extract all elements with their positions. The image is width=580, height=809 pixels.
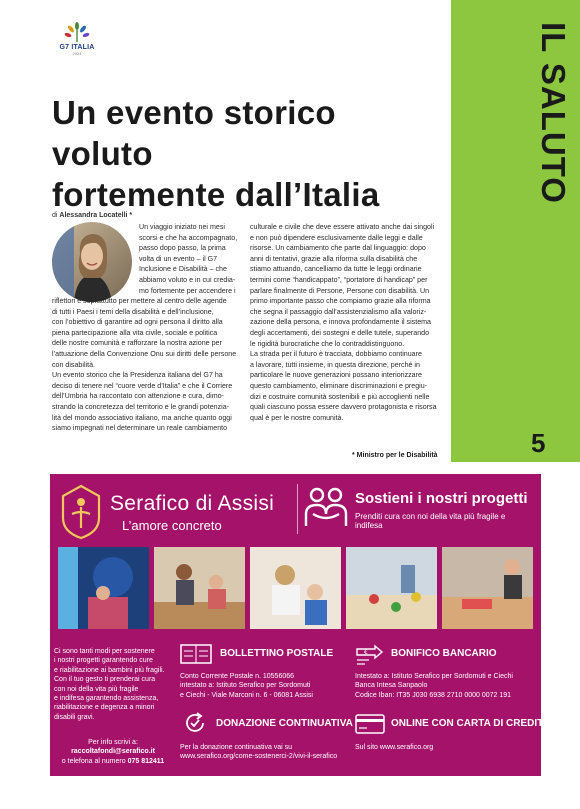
postal-line: Conto Corrente Postale n. 10556066: [180, 673, 295, 680]
contact-intro: Per info scrivi a:: [88, 739, 138, 746]
support-block: [303, 484, 533, 534]
contact-phone-prefix: o telefona al numero: [61, 757, 126, 765]
g7-logo-icon: [64, 22, 90, 44]
byline-prefix: di: [52, 212, 58, 219]
postal-line: intestato a: Istituto Serafico per Sordomuti: [180, 682, 311, 690]
headline-line-2: fortemente dall’Italia: [52, 176, 380, 213]
info-line: riabilitazione e degenza a minori: [54, 704, 155, 712]
section-sidebar: [451, 0, 580, 462]
section-title: IL SALUTO: [535, 22, 572, 204]
continuous-line: www.serafico.org/come-sostenerci-2/vivi-il-serafico: [180, 753, 338, 761]
info-line: con noi della vita più fragile: [54, 685, 139, 693]
bank-title: BONIFICO BANCARIO: [391, 648, 497, 659]
info-line: e riabilitazione ai bambini più fragili.: [54, 666, 165, 674]
article-line: parlare finalmente di Persone, Persone con disabilità. Un: [250, 286, 430, 295]
article-line: le rigidità burocratiche che lo contraddistinguono.: [250, 339, 405, 348]
article-line: con disabilità.: [52, 360, 95, 369]
article-line: Un evento storico che la Presidenza italiana del G7 ha: [52, 371, 223, 380]
article-line: anni di tentativi, grazie alla riforma sulla disabilità che: [250, 254, 418, 263]
info-line: e indifesa garantendo assistenza,: [54, 695, 159, 703]
ad-photo-4: [346, 547, 437, 629]
article-line: abbiamo voluto e in cui credia-: [139, 275, 236, 284]
article-line: e non può dipendere esclusivamente dalle leggi e dalle: [250, 233, 423, 242]
bank-details: [355, 672, 513, 700]
article-column-1-top: [139, 222, 251, 296]
continuous-details: [180, 743, 337, 762]
info-line: disabili gravi.: [54, 713, 95, 721]
article-line: delle nostre comunità e rafforzare la nostra azione per: [52, 339, 222, 348]
continuous-donation: [180, 712, 355, 767]
bank-line: Intestato a: Istituto Serafico per Sordomuti e Ciechi: [355, 673, 513, 680]
article-line: particolare le nuove generazioni possano interiorizzare: [250, 371, 422, 380]
serafico-brand: [60, 482, 300, 542]
info-line: Con il tuo gesto ti prenderai cura: [54, 676, 156, 684]
continuous-title: DONAZIONE CONTINUATIVA: [216, 718, 353, 729]
people-hug-icon: [303, 486, 349, 528]
byline: [52, 212, 132, 219]
bank-line: Banca Intesa Sanpaolo: [355, 682, 428, 690]
article-line: passo dopo passo, la prima: [139, 244, 226, 253]
contact-email[interactable]: raccoltafondi@serafico.it: [71, 748, 155, 756]
bank-line: Codice Iban: IT35 J030 6938 2710 0000 0072 191: [355, 691, 512, 699]
ad-contact: [54, 738, 172, 766]
author-signature: * Ministro per le Disabilità: [352, 452, 438, 459]
postal-title: BOLLETTINO POSTALE: [220, 648, 334, 659]
article-line: La strada per il futuro è tracciata, dobbiamo continuare: [250, 350, 422, 359]
credit-card-donation: [355, 712, 551, 767]
postal-line: e Ciechi - Viale Marconi n. 6 - 06081 Assisi: [180, 691, 313, 699]
article-line: Un viaggio iniziato nei mesi: [139, 223, 225, 231]
article-line: che segna il passaggio dall’assistenzialismo alla valoriz-: [250, 307, 427, 316]
ad-photo-strip: [58, 547, 533, 629]
article-line: culturale e civile che deve essere attivato anche dai singoli: [250, 223, 435, 231]
page-number: 5: [531, 428, 546, 458]
postal-payment: [180, 644, 350, 704]
article-line: dizi e costruire comunità sostenibili e più accoglienti nelle: [250, 392, 430, 401]
bank-transfer: [355, 644, 540, 704]
article-line: stiamo attuando, cancelliamo da tutte le leggi ordinarie: [250, 265, 422, 274]
article-line: lità del mondo associativo italiano, ma anche quanto oggi: [52, 413, 232, 422]
ad-info-text: [54, 647, 172, 722]
support-subtitle: Prenditi cura con noi della vita più fragile e indifesa: [355, 512, 506, 530]
article-line: con l’obiettivo di garantire ad ogni persona il diritto alla: [52, 318, 223, 327]
info-line: Ci sono tanti modi per sostenere: [54, 648, 155, 655]
ad-photo-2: [154, 547, 245, 629]
article-line: risorse. Un cambiamento che parte dal linguaggio: dopo: [250, 244, 426, 253]
serafico-advertisement[interactable]: [50, 474, 551, 776]
credit-card-icon: [355, 714, 385, 734]
article-line: deciso di tenere nel “cuore verde d’Italia” e che il Corriere: [52, 381, 233, 390]
brand-name: Serafico di Assisi: [110, 491, 275, 515]
ad-photo-3: [250, 547, 341, 629]
article-line: primo importante passo che compiamo grazie alla riforma: [250, 297, 431, 306]
article-line: di tutti i Paesi i temi della disabilità e dell’inclusione,: [52, 307, 214, 316]
article-line: mo fortemente per accendere i: [139, 286, 236, 295]
article-line: questo cambiamento, eliminare discriminazioni e pregiu-: [250, 381, 428, 390]
article-column-2: [250, 222, 440, 423]
brand-tagline: L’amore concreto: [122, 517, 222, 533]
ad-photo-5: [442, 547, 533, 629]
article-line: piena partecipazione alla vita civile, sociale e politica: [52, 328, 218, 337]
postal-details: [180, 672, 313, 700]
article-line: a lavorare, tutti insieme, in questa direzione, perché in: [250, 360, 420, 369]
card-line: Sul sito www.serafico.org: [355, 744, 434, 751]
logo-year: 2024: [72, 51, 82, 56]
article-line: zazione della persona, e innova profondamente il sistema: [250, 318, 432, 327]
contact-phone[interactable]: 075 812411: [127, 757, 165, 765]
article-line: degli accertamenti, dei sostegni e delle tutele, superando: [250, 328, 430, 337]
serafico-emblem-icon: [60, 484, 102, 540]
article-line: quali ciascuno possa essere davvero protagonista e risorsa: [250, 403, 437, 412]
article-line: dell’Umbria ha raccontato con attenzione e cura, dimo-: [52, 392, 224, 401]
article-line: riflettori e soprattutto per mettere al centro delle agende: [52, 297, 227, 305]
svg-text:€: €: [364, 649, 368, 656]
article-line: Inclusione e Disabilità – che: [139, 265, 227, 274]
recurring-donation-icon: [184, 712, 206, 734]
card-title: ONLINE CON CARTA DI CREDITO: [391, 718, 551, 729]
continuous-line: Per la donazione continuativa vai su: [180, 744, 293, 751]
info-line: i nostri progetti garantendo cure: [54, 657, 153, 665]
author-portrait: [52, 222, 132, 302]
article-line: siamo impegnati nel determinare un reale cambiamento: [52, 424, 228, 433]
ad-photo-1: [58, 547, 149, 629]
author-photo: [52, 222, 132, 302]
article-line: termini come “handicappato”, “portatore di handicap” per: [250, 275, 428, 284]
article-line: scorsi e che ha accompagnato,: [139, 233, 238, 242]
article-column-1-bottom: [52, 296, 253, 434]
headline-line-1: Un evento storico voluto: [52, 94, 336, 172]
support-title: Sostieni i nostri progetti: [355, 490, 528, 507]
article-line: strando la concretezza del territorio e le grandi potenzia-: [52, 402, 230, 411]
article-line: l’attuazione della Convenzione Onu sui diritti delle persone: [52, 349, 237, 358]
author-name: Alessandra Locatelli *: [59, 212, 133, 219]
ad-divider: [297, 484, 298, 534]
logo-text: G7 ITALIA: [59, 44, 95, 51]
postal-slip-icon: [180, 644, 212, 664]
bank-transfer-icon: [355, 644, 385, 666]
card-details: [355, 743, 433, 752]
article-line: qual è per le nostre comunità.: [250, 413, 344, 422]
g7-logo: [52, 22, 102, 56]
article-headline: [52, 92, 432, 215]
article-line: volta di un evento – il G7: [139, 254, 218, 263]
